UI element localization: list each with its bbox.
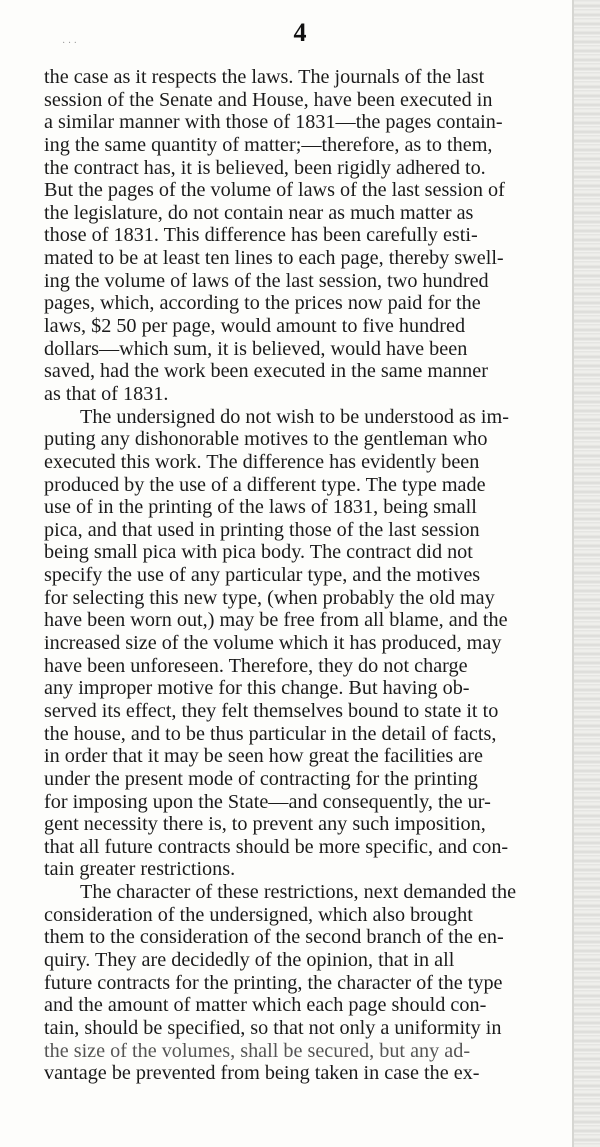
corner-mark: · · · bbox=[62, 38, 77, 49]
text-line: laws, $2 50 per page, would amount to five hundred bbox=[44, 315, 466, 338]
text-line: that all future contracts should be more specific, and con- bbox=[44, 835, 509, 858]
text-line: tain greater restrictions. bbox=[44, 858, 236, 881]
text-line: and the amount of matter which each page should con- bbox=[44, 994, 487, 1017]
text-line: future contracts for the printing, the character of the type bbox=[44, 971, 503, 994]
text-line: the contract has, it is believed, been rigidly adhered to. bbox=[44, 156, 486, 179]
text-line: the size of the volumes, shall be secured, but any ad- bbox=[44, 1039, 471, 1062]
text-line: mated to be at least ten lines to each page, thereby swell- bbox=[44, 247, 504, 270]
text-line: served its effect, they felt themselves bound to state it to bbox=[44, 699, 499, 722]
text-line: ing the same quantity of matter;—therefore, as to them, bbox=[44, 133, 493, 156]
text-line: consideration of the undersigned, which also brought bbox=[44, 903, 473, 926]
text-line: pica, and that used in printing those of the last session bbox=[44, 518, 480, 541]
text-line: increased size of the volume which it has produced, may bbox=[44, 632, 502, 655]
paragraph-start-line: The character of these restrictions, next demanded the bbox=[80, 881, 517, 904]
text-line: pages, which, according to the prices now paid for the bbox=[44, 292, 481, 315]
text-line: vantage be prevented from being taken in case the ex- bbox=[44, 1062, 480, 1085]
paragraph-start-line: The undersigned do not wish to be understood as im- bbox=[80, 405, 509, 428]
text-line: for selecting this new type, (when probably the old may bbox=[44, 586, 495, 609]
text-line: a similar manner with those of 1831—the pages contain- bbox=[44, 111, 503, 134]
text-line: have been unforeseen. Therefore, they do not charge bbox=[44, 654, 468, 677]
text-line: for imposing upon the State—and consequently, the ur- bbox=[44, 790, 491, 813]
page-number: 4 bbox=[293, 18, 307, 47]
text-line: quiry. They are decidedly of the opinion, that in all bbox=[44, 948, 455, 971]
text-line: any improper motive for this change. But having ob- bbox=[44, 677, 470, 700]
text-line: under the present mode of contracting for the printing bbox=[44, 767, 478, 790]
text-line: specify the use of any particular type, and the motives bbox=[44, 564, 481, 587]
body-text bbox=[44, 66, 574, 1085]
text-line: session of the Senate and House, have been executed in bbox=[44, 88, 493, 111]
text-line: But the pages of the volume of laws of the last session of bbox=[44, 179, 505, 202]
text-line: executed this work. The difference has evidently been bbox=[44, 450, 480, 473]
book-spine-edge bbox=[574, 0, 600, 1147]
text-line: the legislature, do not contain near as much matter as bbox=[44, 201, 474, 224]
text-line: those of 1831. This difference has been carefully esti- bbox=[44, 224, 478, 247]
text-line: use of in the printing of the laws of 1831, being small bbox=[44, 496, 477, 519]
text-line: in order that it may be seen how great the facilities are bbox=[44, 745, 483, 768]
text-line: dollars—which sum, it is believed, would have been bbox=[44, 337, 468, 360]
text-line: the house, and to be thus particular in the detail of facts, bbox=[44, 722, 497, 745]
text-line: puting any dishonorable motives to the gentleman who bbox=[44, 428, 488, 451]
text-line: have been worn out,) may be free from all blame, and the bbox=[44, 609, 508, 632]
text-line: ing the volume of laws of the last session, two hundred bbox=[44, 269, 489, 292]
text-line: saved, had the work been executed in the same manner bbox=[44, 360, 488, 383]
text-line: being small pica with pica body. The contract did not bbox=[44, 541, 473, 564]
text-line: the case as it respects the laws. The journals of the last bbox=[44, 66, 485, 88]
text-line: as that of 1831. bbox=[44, 382, 169, 405]
text-line: tain, should be specified, so that not only a uniformity in bbox=[44, 1016, 502, 1039]
text-line: gent necessity there is, to prevent any such imposition, bbox=[44, 813, 486, 836]
text-line: them to the consideration of the second branch of the en- bbox=[44, 926, 504, 949]
text-line: produced by the use of a different type. The type made bbox=[44, 473, 486, 496]
